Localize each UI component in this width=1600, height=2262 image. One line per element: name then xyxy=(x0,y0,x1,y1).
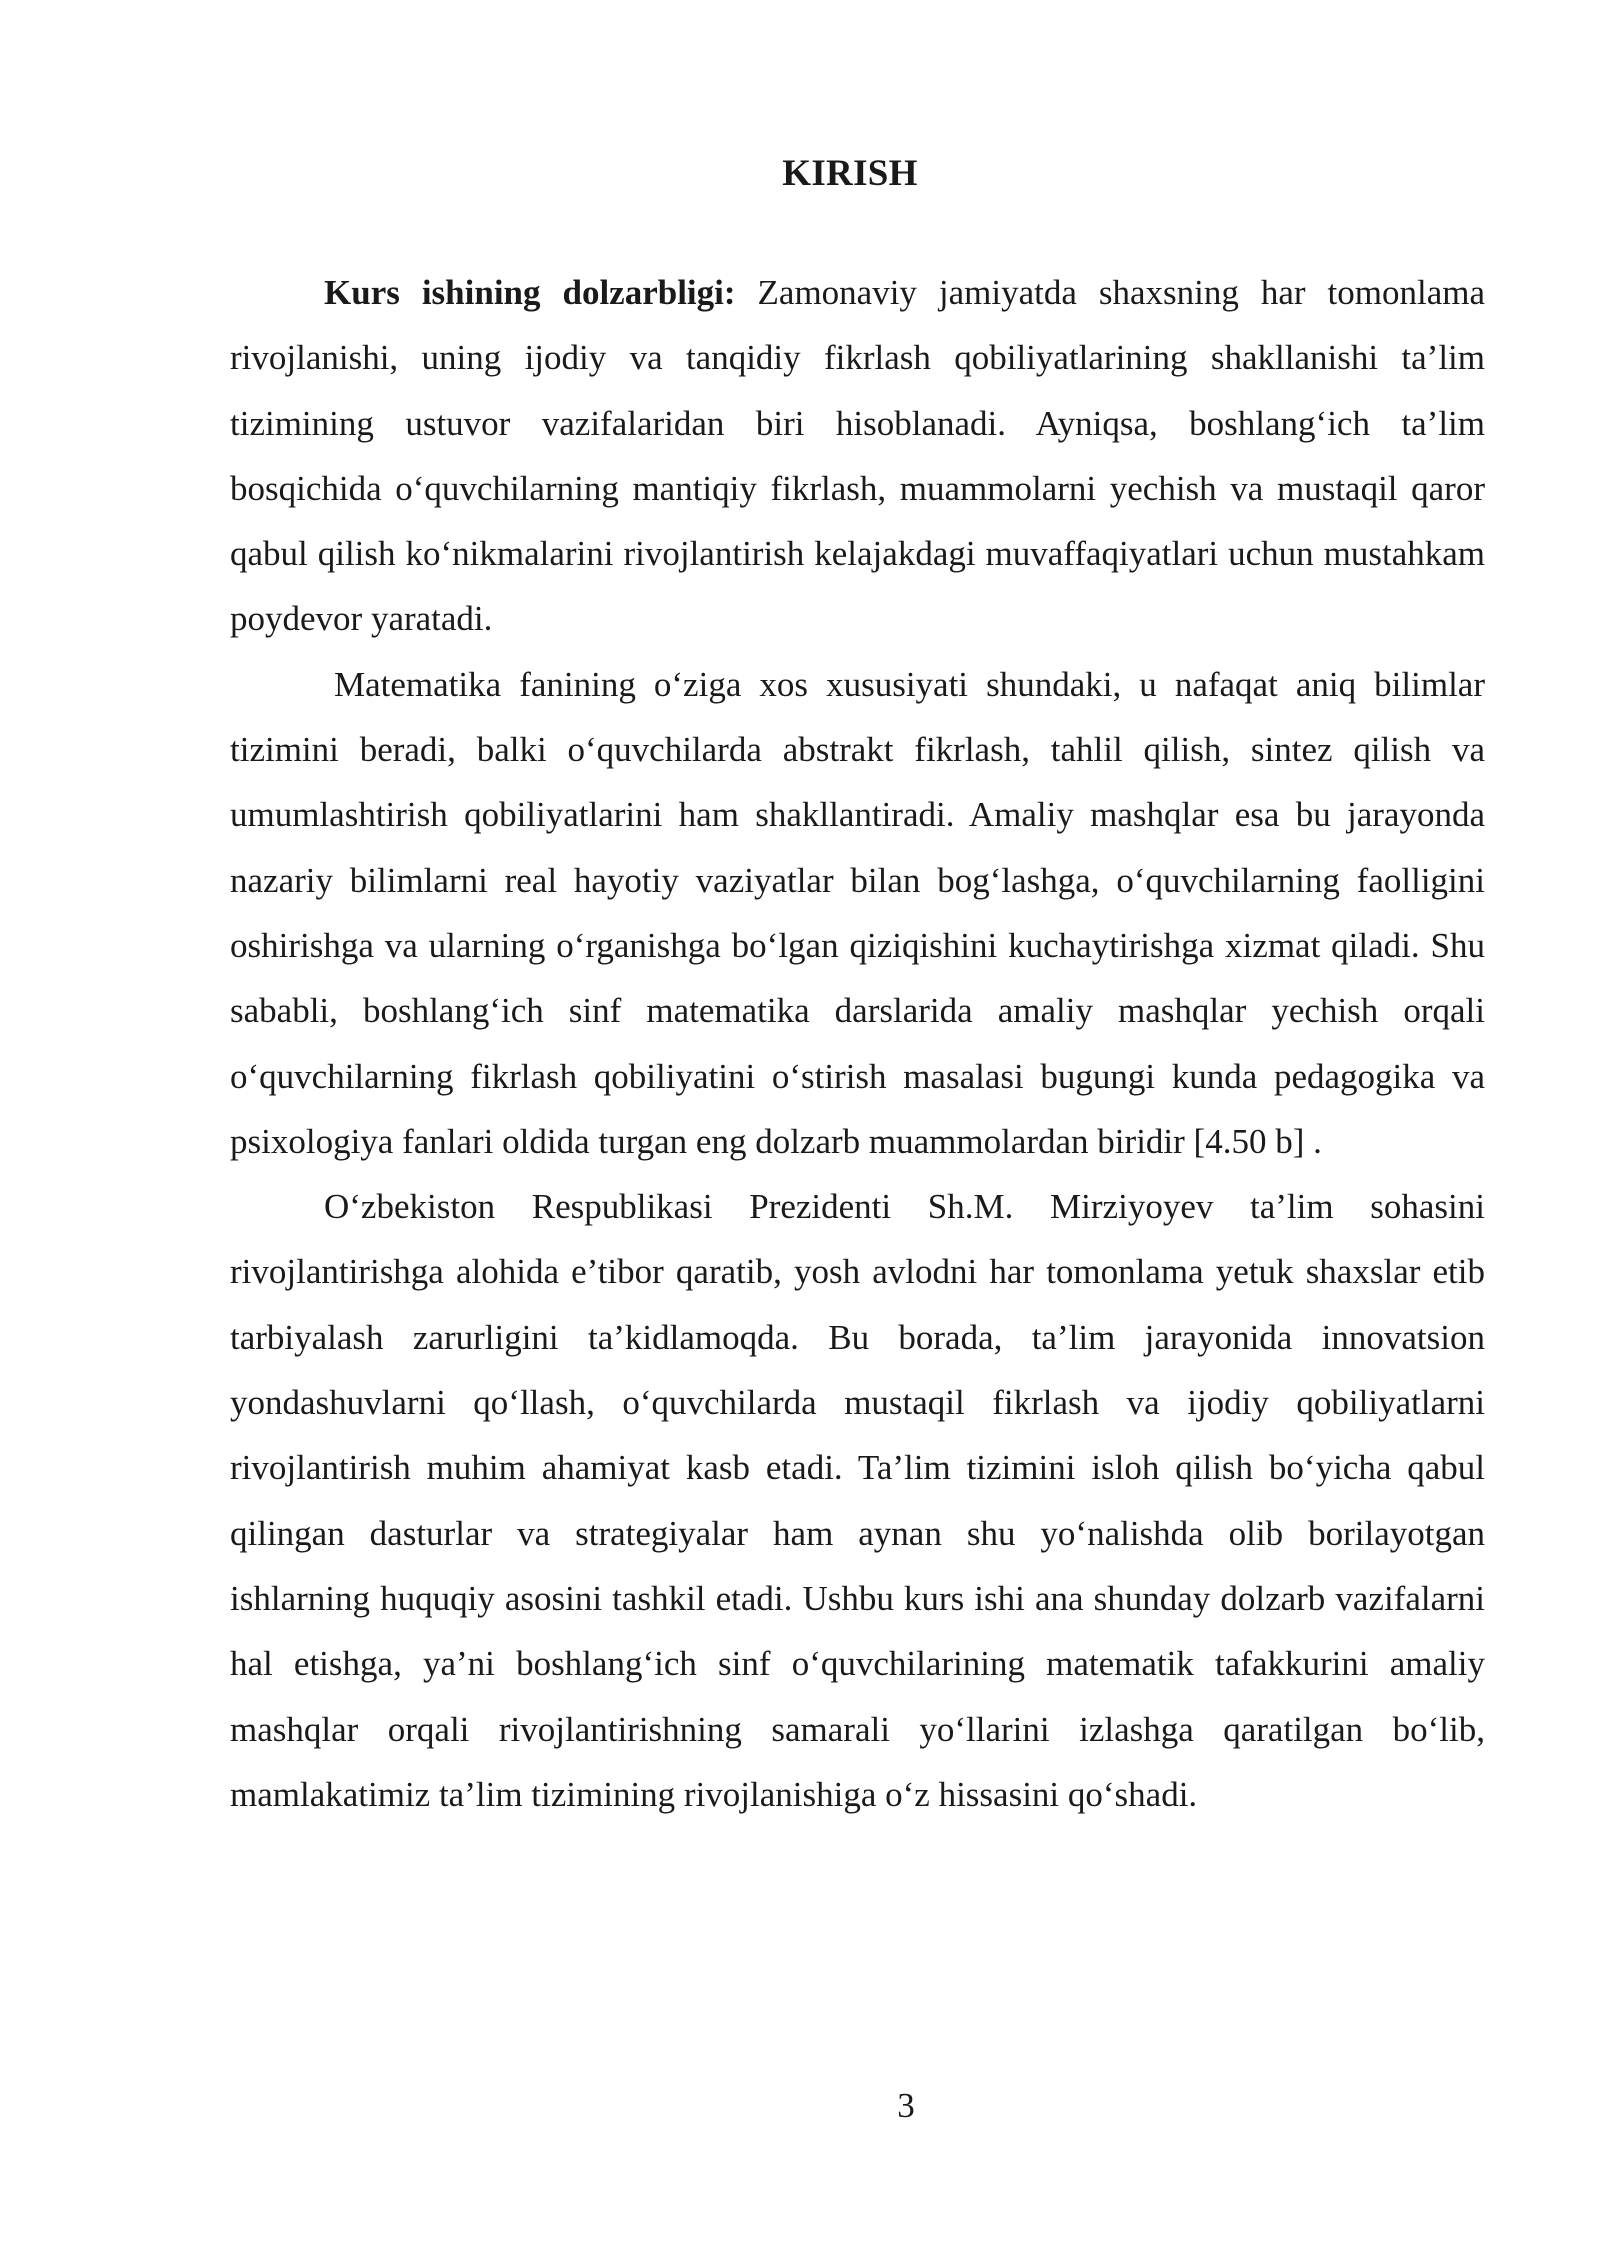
body-text xyxy=(230,260,1485,1827)
paragraph-mathematics: Matematika fanining o‘ziga xos xususiyati shundaki, u nafaqat aniq bilimlar tizimini beradi, balki o‘quvchilarda abstrakt fikrlash, tahlil qilish, sintez qilish va umumlashtirish qobiliyatlarini ham shakllantiradi. Amaliy mashqlar esa bu jarayonda nazariy bilimlarni real hayotiy vaziyatlar bilan bog‘lashga, o‘quvchilarning faolligini oshirishga va ularning o‘rganishga bo‘lgan qiziqishini kuchaytirishga xizmat qiladi. Shu sababli, boshlang‘ich sinf matematika darslarida amaliy mashqlar yechish orqali o‘quvchilarning fikrlash qobiliyatini o‘stirish masalasi bugungi kunda pedagogika va psixologiya fanlari oldida turgan eng dolzarb muammolardan biridir [4.50 b] . xyxy=(230,664,1485,1161)
paragraph-text: Zamonaviy jamiyatda shaxsning har tomonlama rivojlanishi, uning ijodiy va tanqidiy fikrlash qobiliyatlarining shakllanishi ta’lim tizimining ustuvor vazifalaridan biri hisoblanadi. Ayniqsa, boshlang‘ich ta’lim bosqichida o‘quvchilarning mantiqiy fikrlash, muammolarni yechish va mustaqil qaror qabul qilish ko‘nikmalarini rivojlantirish kelajakdagi muvaffaqiyatlari uchun mustahkam poydevor yaratadi. xyxy=(230,273,1485,639)
paragraph-relevance xyxy=(230,260,1485,652)
paragraph-lead: Kurs ishining dolzarbligi: xyxy=(324,273,736,312)
paragraph-president: O‘zbekiston Respublikasi Prezidenti Sh.M. Mirziyoyev ta’lim sohasini rivojlantirishga alohida e’tibor qaratib, yosh avlodni har tomonlama yetuk shaxslar etib tarbiyalash zarurligini ta’kidlamoqda. Bu borada, ta’lim jarayonida innovatsion yondashuvlarni qo‘llash, o‘quvchilarda mustaqil fikrlash va ijodiy qobiliyatlarni rivojlantirish muhim ahamiyat kasb etadi. Ta’lim tizimini isloh qilish bo‘yicha qabul qilingan dasturlar va strategiyalar ham aynan shu yo‘nalishda olib borilayotgan ishlarning huquqiy asosini tashkil etadi. Ushbu kurs ishi ana shunday dolzarb vazifalarni hal etishga, ya’ni boshlang‘ich sinf o‘quvchilarining matematik tafakkurini amaliy mashqlar orqali rivojlantirishning samarali yo‘llarini izlashga qaratilgan bo‘lib, mamlakatimiz ta’lim tizimining rivojlanishiga o‘z hissasini qo‘shadi. xyxy=(230,1187,1485,1814)
page-number: 3 xyxy=(897,2086,915,2125)
section-heading: KIRISH xyxy=(782,153,918,194)
